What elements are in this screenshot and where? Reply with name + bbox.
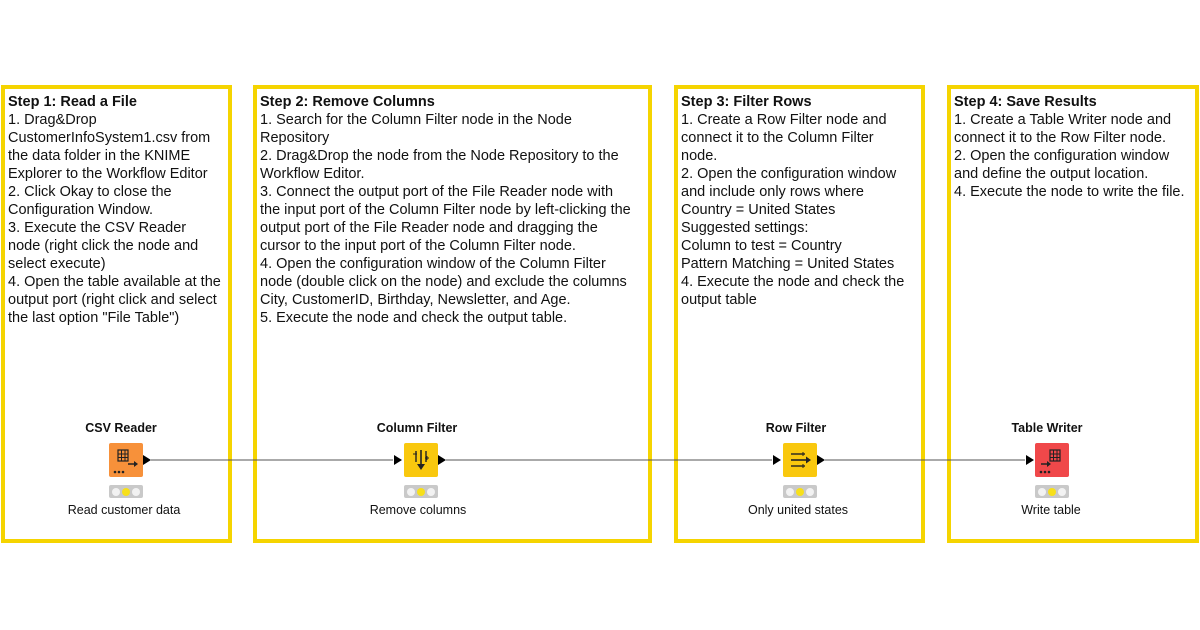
instruction-line: 4. Execute the node to write the file. bbox=[954, 184, 1185, 200]
step-3-title: Step 3: Filter Rows bbox=[681, 94, 812, 110]
node-status-lights bbox=[109, 485, 143, 498]
node-label-column-filter: Remove columns bbox=[369, 503, 467, 517]
input-port[interactable] bbox=[394, 455, 402, 465]
instruction-line: Explorer to the Workflow Editor bbox=[8, 166, 208, 182]
instruction-line: and include only rows where bbox=[681, 184, 864, 200]
status-light-green bbox=[1058, 488, 1066, 496]
step-1-title: Step 1: Read a File bbox=[8, 94, 137, 110]
instruction-line: 4. Open the table available at the bbox=[8, 274, 221, 290]
step-2-title: Step 2: Remove Columns bbox=[260, 94, 435, 110]
column-filter-icon bbox=[404, 443, 438, 477]
csv-reader-node[interactable] bbox=[109, 443, 143, 477]
step-4-title: Step 4: Save Results bbox=[954, 94, 1097, 110]
status-light-yellow bbox=[417, 488, 425, 496]
instruction-line: 2. Click Okay to close the bbox=[8, 184, 172, 200]
status-light-red bbox=[407, 488, 415, 496]
instruction-line: output port of the File Reader node and dragging the bbox=[260, 220, 598, 236]
table-reader-icon bbox=[109, 443, 143, 477]
instruction-line: Column to test = Country bbox=[681, 238, 842, 254]
status-light-red bbox=[786, 488, 794, 496]
row-filter-icon bbox=[783, 443, 817, 477]
instruction-line: 2. Open the configuration window bbox=[681, 166, 897, 182]
status-light-yellow bbox=[1048, 488, 1056, 496]
instruction-line: 4. Open the configuration window of the Column Filter bbox=[260, 256, 606, 272]
instruction-line: 5. Execute the node and check the output table. bbox=[260, 310, 568, 326]
instruction-line: Repository bbox=[260, 130, 330, 146]
output-port[interactable] bbox=[817, 455, 825, 465]
instruction-line: Workflow Editor. bbox=[260, 166, 365, 182]
instruction-line: 2. Open the configuration window bbox=[954, 148, 1170, 164]
input-port[interactable] bbox=[1026, 455, 1034, 465]
instruction-line: 2. Drag&Drop the node from the Node Repository to the bbox=[260, 148, 619, 164]
instruction-line: Country = United States bbox=[681, 202, 836, 218]
node-status-lights bbox=[404, 485, 438, 498]
instruction-line: 1. Create a Row Filter node and bbox=[681, 112, 887, 128]
node-status-lights bbox=[1035, 485, 1069, 498]
instruction-line: output table bbox=[681, 292, 757, 308]
instruction-line: output port (right click and select bbox=[8, 292, 217, 308]
instruction-line: Configuration Window. bbox=[8, 202, 154, 218]
instruction-line: node (double click on the node) and exclude the columns bbox=[260, 274, 627, 290]
node-label-table-writer: Write table bbox=[1021, 503, 1081, 517]
output-port[interactable] bbox=[438, 455, 446, 465]
status-light-green bbox=[806, 488, 814, 496]
input-port[interactable] bbox=[773, 455, 781, 465]
table-writer-node[interactable] bbox=[1035, 443, 1069, 477]
instruction-line: the data folder in the KNIME bbox=[8, 148, 191, 164]
instruction-line: Suggested settings: bbox=[681, 220, 809, 236]
node-title-table-writer: Table Writer bbox=[1011, 421, 1083, 435]
node-title-csv-reader: CSV Reader bbox=[85, 421, 157, 435]
instruction-line: 1. Search for the Column Filter node in the Node bbox=[260, 112, 572, 128]
row-filter-node[interactable] bbox=[783, 443, 817, 477]
status-light-red bbox=[1038, 488, 1046, 496]
instruction-line: node. bbox=[681, 148, 718, 164]
instruction-line: 4. Execute the node and check the bbox=[681, 274, 905, 290]
node-title-column-filter: Column Filter bbox=[376, 421, 458, 435]
status-light-yellow bbox=[122, 488, 130, 496]
status-light-red bbox=[112, 488, 120, 496]
node-title-row-filter: Row Filter bbox=[765, 421, 827, 435]
status-light-yellow bbox=[796, 488, 804, 496]
node-label-csv-reader: Read customer data bbox=[67, 503, 181, 517]
column-filter-node[interactable] bbox=[404, 443, 438, 477]
instruction-line: cursor to the input port of the Column Filter node. bbox=[260, 238, 576, 254]
instruction-line: City, CustomerID, Birthday, Newsletter, and Age. bbox=[260, 292, 571, 308]
instruction-line: 3. Execute the CSV Reader bbox=[8, 220, 187, 236]
table-writer-icon bbox=[1035, 443, 1069, 477]
node-label-row-filter: Only united states bbox=[747, 503, 849, 517]
instruction-line: connect it to the Column Filter bbox=[681, 130, 874, 146]
instruction-line: CustomerInfoSystem1.csv from bbox=[8, 130, 211, 146]
instruction-line: connect it to the Row Filter node. bbox=[954, 130, 1166, 146]
instruction-line: select execute) bbox=[8, 256, 106, 272]
node-status-lights bbox=[783, 485, 817, 498]
instruction-line: the last option "File Table") bbox=[8, 310, 180, 326]
instruction-line: node (right click the node and bbox=[8, 238, 199, 254]
instruction-line: Pattern Matching = United States bbox=[681, 256, 895, 272]
instruction-line: 3. Connect the output port of the File Reader node with bbox=[260, 184, 614, 200]
instruction-line: the input port of the Column Filter node by left-clicking the bbox=[260, 202, 631, 218]
status-light-green bbox=[427, 488, 435, 496]
instruction-line: 1. Create a Table Writer node and bbox=[954, 112, 1172, 128]
instruction-line: 1. Drag&Drop bbox=[8, 112, 97, 128]
output-port[interactable] bbox=[143, 455, 151, 465]
instruction-line: and define the output location. bbox=[954, 166, 1149, 182]
status-light-green bbox=[132, 488, 140, 496]
